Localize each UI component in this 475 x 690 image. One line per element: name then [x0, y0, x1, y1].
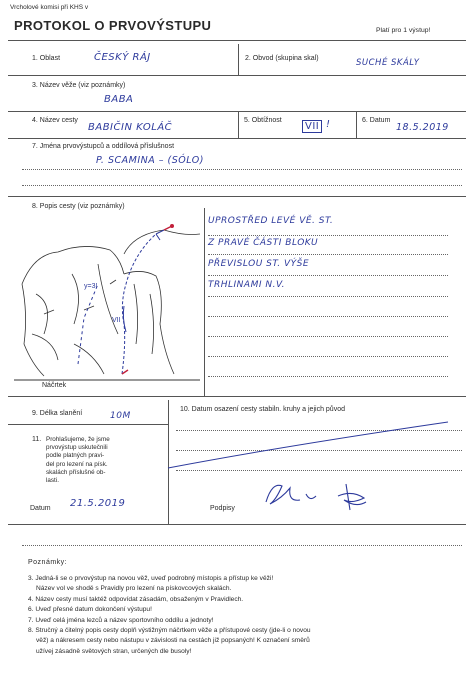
note-item: 3. Jedná-li se o prvovýstup na novou věž, uveď podrobný místopis a přístup ke věži! [28, 575, 274, 582]
note-item: 8. Stručný a čitelný popis cesty doplň výstižným náčrtkem věže a přístupové cesty (jde-li o novou [28, 627, 311, 635]
field-8-label: 8. Popis cesty (viz poznámky) [32, 203, 125, 210]
svg-text:y=3!: y=3! [84, 283, 98, 290]
note-item: věž) a nákresem cesty nebo nástupu v závislosti na cestách již popsaných! K označení směrů [36, 637, 310, 645]
field-4-label: 4. Název cesty [32, 117, 78, 124]
top-marker-icon [170, 224, 174, 228]
field-3-label: 3. Název věže (viz poznámky) [32, 82, 126, 89]
date-value: 21.5.2019 [70, 498, 126, 509]
note-item: užívej zásadně světových stran, určených dle busoly! [36, 647, 192, 655]
field-3-value: BABA [104, 94, 134, 105]
route-line-2: Z PRAVÉ ČÁSTI BLOKU [208, 238, 319, 248]
field-6-label: 6. Datum [362, 117, 391, 124]
field-11-label: 11. [32, 436, 42, 443]
signatures-label: Podpisy [210, 505, 235, 512]
notes-list [28, 574, 311, 657]
field-2-label: 2. Obvod (skupina skal) [245, 55, 319, 62]
field-1-value: ČESKÝ RÁJ [94, 52, 151, 63]
field-6-value: 18.5.2019 [396, 122, 449, 133]
page-title: PROTOKOL O PRVOVÝSTUPU [14, 18, 212, 33]
declaration-text: Prohlašujeme, že jsme prvovýstup uskutečnili podle platných pravi- del pro lezení na písk. skalách příslušné ob- lasti. [46, 436, 110, 485]
field-1-label: 1. Oblast [32, 55, 61, 62]
field-9-value: 10M [110, 411, 131, 421]
valid-note: Platí pro 1 výstup! [376, 27, 431, 34]
field-5-mark: ! [326, 119, 331, 130]
field-7-label: 7. Jména prvovýstupců a oddílová příslušnost [32, 143, 175, 150]
date-label: Datum [30, 505, 51, 512]
field-10-label: 10. Datum osazení cesty stabiln. kruhy a jejich původ [180, 406, 345, 413]
commission-label: Vrcholové komisi při KHS v [10, 4, 89, 11]
field-5-label: 5. Obtížnost [244, 117, 282, 124]
route-line-1: UPROSTŘED LEVÉ VĚ. ST. [208, 216, 334, 226]
route-sketch [14, 214, 204, 394]
sketch-label: Náčrtek [42, 382, 67, 389]
route-line-4: TRHLINAMI N.V. [208, 280, 285, 290]
field-2-value: SUCHÉ SKÁLY [356, 58, 420, 68]
field-4-value: BABIČIN KOLÁČ [88, 122, 173, 133]
note-item: Název vol ve shodě s Pravidly pro lezení na pískovcových skalách. [36, 585, 232, 593]
field-5-value: VII [302, 120, 322, 133]
route-line-3: PŘEVISLOU ST. VÝŠE [208, 259, 310, 269]
svg-text:VII: VII [112, 317, 121, 324]
field-7-value: P. SCAMINA – (SÓLO) [96, 155, 204, 166]
note-item: 7. Uveď celá jména lezců a název sportovního oddílu a jednoty! [28, 616, 214, 624]
crossed-out-line [164, 416, 454, 474]
signature-image [260, 476, 380, 516]
notes-title: Poznámky: [28, 559, 68, 566]
note-item: 6. Uveď přesné datum dokončení výstupu! [28, 606, 152, 614]
note-item: 4. Název cesty musí taktéž odpovídat zásadám, obsaženým v Pravidlech. [28, 595, 244, 603]
field-9-label: 9. Délka slanění [32, 410, 83, 417]
